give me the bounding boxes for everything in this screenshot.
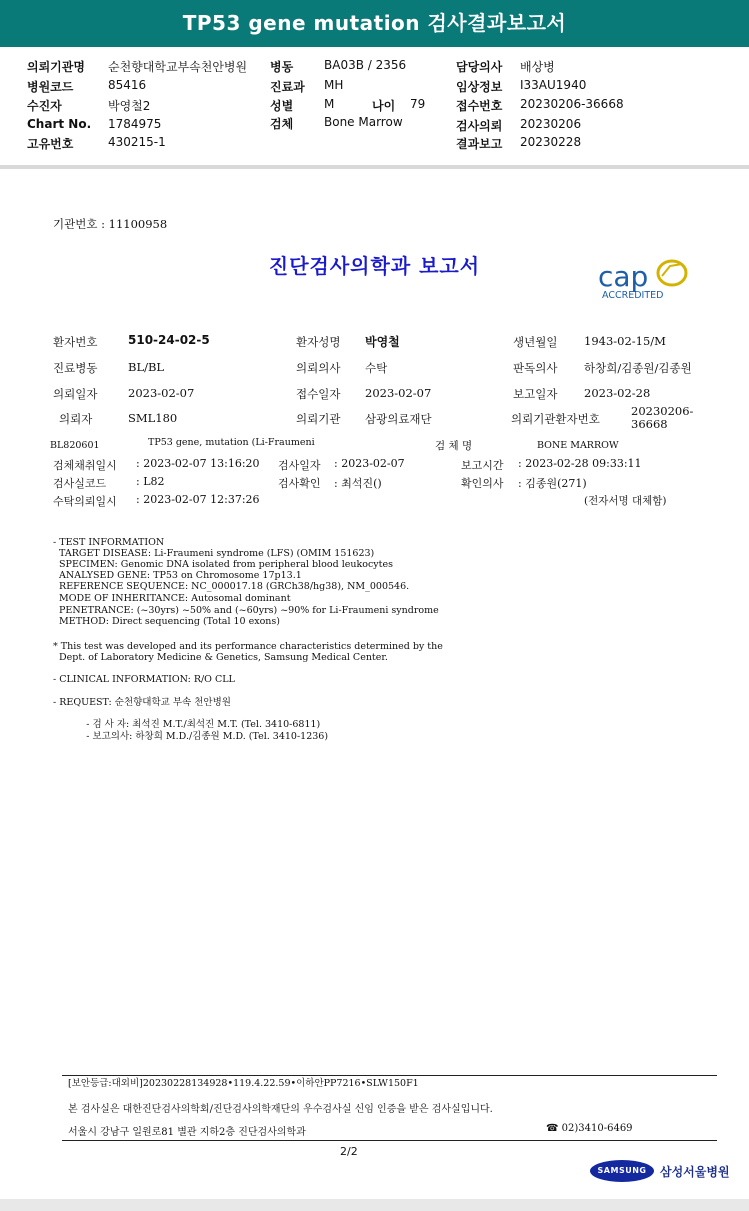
label-hospital-code: 병원코드 [27, 80, 74, 94]
label-requesting-institution: 의뢰기관 [296, 412, 341, 426]
label-ward-2: 진료병동 [53, 361, 98, 375]
label-chart-no: Chart No. [27, 117, 92, 131]
label-institution-patient-no: 의뢰기관환자번호 [511, 412, 600, 426]
label-physician: 담당의사 [456, 60, 503, 74]
value-request-date-2: 2023-02-07 [128, 386, 195, 400]
label-reading-doctor: 판독의사 [513, 361, 558, 375]
label-test-date: 검사일자 [278, 459, 321, 472]
certification-statement: 본 검사실은 대한진단검사의학회/진단검사의학재단의 우수검사실 신임 인증을 받은 검사실입니다. [68, 1104, 493, 1115]
label-collection-time: 검체채취일시 [53, 459, 117, 472]
footer-top-rule [62, 1075, 717, 1076]
value-birth-date: 1943-02-15/M [584, 334, 666, 348]
value-ward-2: BL/BL [128, 360, 165, 374]
test-code: BL820601 [50, 440, 100, 451]
body-line: Dept. of Laboratory Medicine & Genetics, Samsung Medical Center. [53, 652, 388, 663]
value-request-date: 20230206 [520, 117, 582, 131]
e-signature-note: (전자서명 대체함) [584, 495, 667, 507]
hospital-name: 삼성서울병원 [660, 1165, 730, 1179]
body-line: - TEST INFORMATION [53, 537, 165, 548]
label-receipt-no: 접수번호 [456, 99, 503, 113]
report-title: 진단검사의학과 보고서 [268, 254, 481, 278]
samsung-logo: SAMSUNG [590, 1160, 654, 1182]
value-requesting-institution: 삼광의료재단 [365, 412, 432, 426]
label-lab-code: 검사실코드 [53, 477, 107, 490]
label-receipt-date: 접수일자 [296, 387, 341, 401]
value-confirm-doctor: : 김종원(271) [518, 477, 587, 490]
lab-address: 서울시 강남구 일원로81 별관 지하2층 진단검사의학과 [68, 1127, 306, 1138]
label-consignment-time: 수탁의뢰일시 [53, 495, 117, 508]
lab-phone: ☎ 02)3410-6469 [546, 1123, 633, 1134]
value-test-date: : 2023-02-07 [334, 457, 405, 470]
value-receipt-no: 20230206-36668 [520, 97, 624, 111]
value-reading-doctor: 하창희/김종원/김종원 [584, 361, 692, 375]
body-line: MODE OF INHERITANCE: Autosomal dominant [53, 593, 291, 604]
cap-accredited-logo [596, 256, 694, 302]
label-patient: 수진자 [27, 99, 62, 113]
value-patient-name: 박영철 [365, 335, 400, 349]
patient-header [0, 47, 749, 165]
body-line: METHOD: Direct sequencing (Total 10 exons) [53, 616, 281, 627]
label-patient-name: 환자성명 [296, 335, 341, 349]
value-physician: 배상병 [520, 60, 555, 74]
label-department: 진료과 [270, 80, 305, 94]
label-specimen: 검체 [270, 117, 294, 131]
value-test-confirm: : 최석진() [334, 477, 382, 490]
label-requester: 의뢰자 [59, 412, 93, 426]
label-report-date: 보고일자 [513, 387, 558, 401]
body-line: ANALYSED GENE: TP53 on Chromosome 17p13.1 [53, 570, 302, 581]
value-report-date: 2023-02-28 [584, 386, 651, 400]
value-result-date: 20230228 [520, 135, 582, 149]
body-line: * This test was developed and its performance characteristics determined by the [53, 641, 443, 652]
banner-title: TP53 gene mutation 검사결과보고서 [182, 11, 567, 35]
value-requesting-doctor: 수탁 [365, 361, 388, 375]
label-requester-institution: 의뢰기관명 [27, 60, 85, 74]
institution-number: 기관번호 : 11100958 [53, 217, 168, 231]
label-request-date: 검사의뢰 [456, 119, 503, 133]
label-birth-date: 생년월일 [513, 335, 558, 349]
value-consignment-time: : 2023-02-07 12:37:26 [136, 493, 260, 506]
body-line: SPECIMEN: Genomic DNA isolated from peripheral blood leukocytes [53, 559, 393, 570]
report-banner [0, 0, 749, 48]
value-hospital-code: 85416 [108, 78, 147, 92]
value-department: MH [324, 78, 344, 92]
label-specimen-name: 검 체 명 [435, 440, 473, 452]
value-patient-no: 510-24-02-5 [128, 333, 210, 347]
label-report-time: 보고시간 [461, 459, 504, 472]
body-line: - CLINICAL INFORMATION: R/O CLL [53, 674, 235, 685]
cap-logo-subtext: ACCREDITED [602, 290, 664, 301]
label-confirm-doctor: 확인의사 [461, 477, 504, 490]
label-ward: 병동 [270, 60, 294, 74]
cap-logo-text: cap [598, 260, 649, 293]
value-ward: BA03B / 2356 [324, 58, 407, 72]
value-clinical-info: I33AU1940 [520, 78, 587, 92]
label-patient-no: 환자번호 [53, 335, 98, 349]
page-bottom-margin [0, 1199, 749, 1211]
value-requester-institution: 순천향대학교부속천안병원 [108, 60, 248, 74]
label-sex: 성별 [270, 99, 294, 113]
test-name: TP53 gene, mutation (Li-Fraumeni [148, 437, 315, 448]
body-line: REFERENCE SEQUENCE: NC_000017.18 (GRCh38/hg38), NM_000546. [53, 581, 410, 592]
footer-bottom-rule [62, 1140, 717, 1141]
label-clinical-info: 임상정보 [456, 80, 503, 94]
label-requesting-doctor: 의뢰의사 [296, 361, 341, 375]
value-receipt-date: 2023-02-07 [365, 386, 432, 400]
label-request-date-2: 의뢰일자 [53, 387, 98, 401]
body-line: - 보고의사: 하창희 M.D./김종원 M.D. (Tel. 3410-1236) [53, 731, 329, 742]
body-line: - REQUEST: 순천향대학교 부속 천안병원 [53, 697, 231, 708]
value-report-time: : 2023-02-28 09:33:11 [518, 457, 642, 470]
value-institution-patient-no: 20230206-36668 [631, 404, 694, 431]
value-chart-no: 1784975 [108, 117, 162, 131]
value-requester: SML180 [128, 411, 178, 425]
label-age: 나이 [372, 99, 396, 113]
value-collection-time: : 2023-02-07 13:16:20 [136, 457, 260, 470]
body-line: PENETRANCE: (~30yrs) ~50% and (~60yrs) ~90% for Li-Fraumeni syndrome [53, 605, 439, 616]
label-unique-no: 고유번호 [27, 137, 74, 151]
value-specimen-name: BONE MARROW [537, 440, 619, 451]
body-line: TARGET DISEASE: Li-Fraumeni syndrome (LFS) (OMIM 151623) [53, 548, 375, 559]
value-age: 79 [410, 97, 426, 111]
value-specimen: Bone Marrow [324, 115, 403, 129]
page-number: 2/2 [340, 1145, 358, 1158]
label-test-confirm: 검사확인 [278, 477, 321, 490]
value-sex: M [324, 97, 335, 111]
value-lab-code: : L82 [136, 475, 165, 488]
value-patient: 박영철2 [108, 99, 151, 113]
value-unique-no: 430215-1 [108, 135, 166, 149]
body-line: - 검 사 자: 최석진 M.T./최석진 M.T. (Tel. 3410-6811) [53, 719, 321, 730]
label-result-date: 결과보고 [456, 137, 503, 151]
security-line: [보안등급:대외비]20230228134928•119.4.22.59•이하안PP7216•SLW150F1 [68, 1078, 419, 1089]
